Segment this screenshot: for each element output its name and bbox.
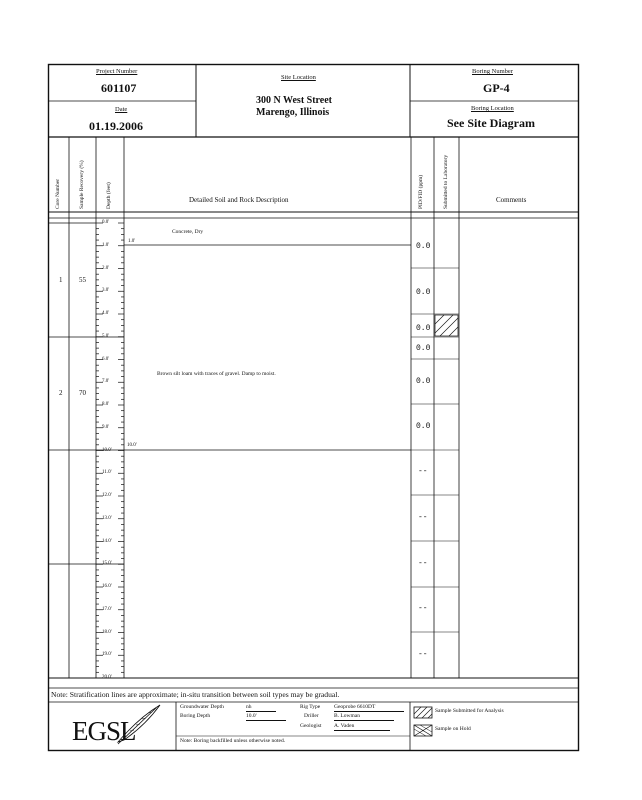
site-address-line-2: Marengo, Illinois <box>256 107 330 118</box>
depth-tick-label: 11.0' <box>102 470 112 476</box>
driller-value: B. Lowman <box>334 714 394 721</box>
rig-type-label: Rig Type <box>300 704 321 710</box>
pid-reading: -- <box>418 604 428 613</box>
groundwater-depth-value: nh <box>246 705 276 712</box>
column-header-description: Detailed Soil and Rock Description <box>189 196 289 204</box>
legend-hold-swatch <box>414 725 432 736</box>
stratum-description: Concrete, Dry <box>172 229 204 235</box>
boring-number-label: Boring Number <box>472 68 513 75</box>
driller-label: Driller <box>304 713 319 719</box>
geologist-value: A. Vaden <box>334 724 390 731</box>
egsl-logo: EGSL <box>72 716 136 746</box>
depth-tick-label: 10.0' <box>102 447 112 453</box>
boring-location: See Site Diagram <box>447 116 535 130</box>
backfill-note: Note: Boring backfilled unless otherwise noted. <box>180 738 286 744</box>
column-header-sample-recovery: Sample Recovery (%) <box>79 160 85 209</box>
pid-reading: 0.0 <box>416 377 431 386</box>
depth-tick-label: 20.0' <box>102 675 112 680</box>
pid-reading: 0.0 <box>416 344 431 353</box>
pid-reading: 0.0 <box>416 242 431 251</box>
legend-submitted-label: Sample Submitted for Analysis <box>435 708 504 714</box>
project-number: 601107 <box>101 81 137 95</box>
column-header-comments: Comments <box>496 196 527 204</box>
depth-tick-label: 5.0' <box>102 333 110 339</box>
site-location-label: Site Location <box>281 74 316 81</box>
pid-reading: -- <box>418 467 428 476</box>
depth-tick-label: 19.0' <box>102 652 112 658</box>
depth-tick-label: 8.0' <box>102 402 110 407</box>
legend-hold-label: Sample on Hold <box>435 726 471 732</box>
depth-tick-label: 17.0' <box>102 606 112 612</box>
depth-tick-label: 3.0' <box>102 288 110 294</box>
stratification-note: Note: Stratification lines are approximate; in-situ transition between soil types may be gradual. <box>51 690 340 699</box>
column-header-submitted: Submitted to Laboratory <box>443 154 449 209</box>
depth-tick-label: 14.0' <box>102 538 112 544</box>
depth-tick-label: 18.0' <box>102 629 112 635</box>
column-header-pid: PID/FID (ppm) <box>418 174 424 209</box>
depth-tick-label: 0.0' <box>102 220 110 225</box>
depth-tick-label: 7.0' <box>102 379 110 385</box>
stratum-depth-label: 1.0' <box>128 239 136 244</box>
depth-tick-label: 6.0' <box>102 356 110 362</box>
depth-tick-label: 9.0' <box>102 424 110 430</box>
column-header-depth: Depth (feet) <box>106 182 112 209</box>
date-value: 01.19.2006 <box>89 119 143 133</box>
pid-reading: -- <box>418 513 428 522</box>
project-number-label: Project Number <box>96 68 138 75</box>
rig-type-value: Geoprobe 6610DT <box>334 705 404 712</box>
pid-reading: 0.0 <box>416 288 431 297</box>
depth-tick-label: 2.0' <box>102 265 110 271</box>
geologist-label: Geologist <box>300 723 322 729</box>
depth-tick-label: 12.0' <box>102 493 112 498</box>
boring-depth-label: Boring Depth <box>180 713 211 719</box>
depth-tick-label: 16.0' <box>102 584 112 589</box>
depth-tick-label: 15.0' <box>102 561 112 567</box>
column-header-core-number: Core Number <box>55 178 61 209</box>
pid-reading: 0.0 <box>416 422 431 431</box>
boring-number: GP-4 <box>483 81 510 95</box>
sample-recovery: 70 <box>79 389 86 397</box>
sample-core-number: 2 <box>59 389 63 397</box>
depth-tick-label: 4.0' <box>102 311 110 316</box>
stratum-description: Brown silt loam with traces of gravel. Damp to moist. <box>157 371 276 377</box>
pid-reading: 0.0 <box>416 324 431 333</box>
sample-core-number: 1 <box>59 276 63 284</box>
pid-reading: -- <box>418 559 428 568</box>
sample-recovery: 55 <box>79 276 86 284</box>
boring-location-label: Boring Location <box>471 105 514 112</box>
stratum-depth-label: 10.0' <box>127 443 137 448</box>
depth-tick-label: 1.0' <box>102 242 110 248</box>
depth-tick-label: 13.0' <box>102 515 112 521</box>
outer-frame <box>49 65 579 751</box>
boring-depth-value: 10.0' <box>246 714 286 721</box>
groundwater-depth-label: Groundwater Depth <box>180 704 224 710</box>
site-address-line-1: 300 N West Street <box>256 95 333 106</box>
pid-reading: -- <box>418 650 428 659</box>
submitted-sample-hatch <box>435 315 458 336</box>
legend-submitted-swatch <box>414 707 432 718</box>
date-label: Date <box>115 106 128 113</box>
